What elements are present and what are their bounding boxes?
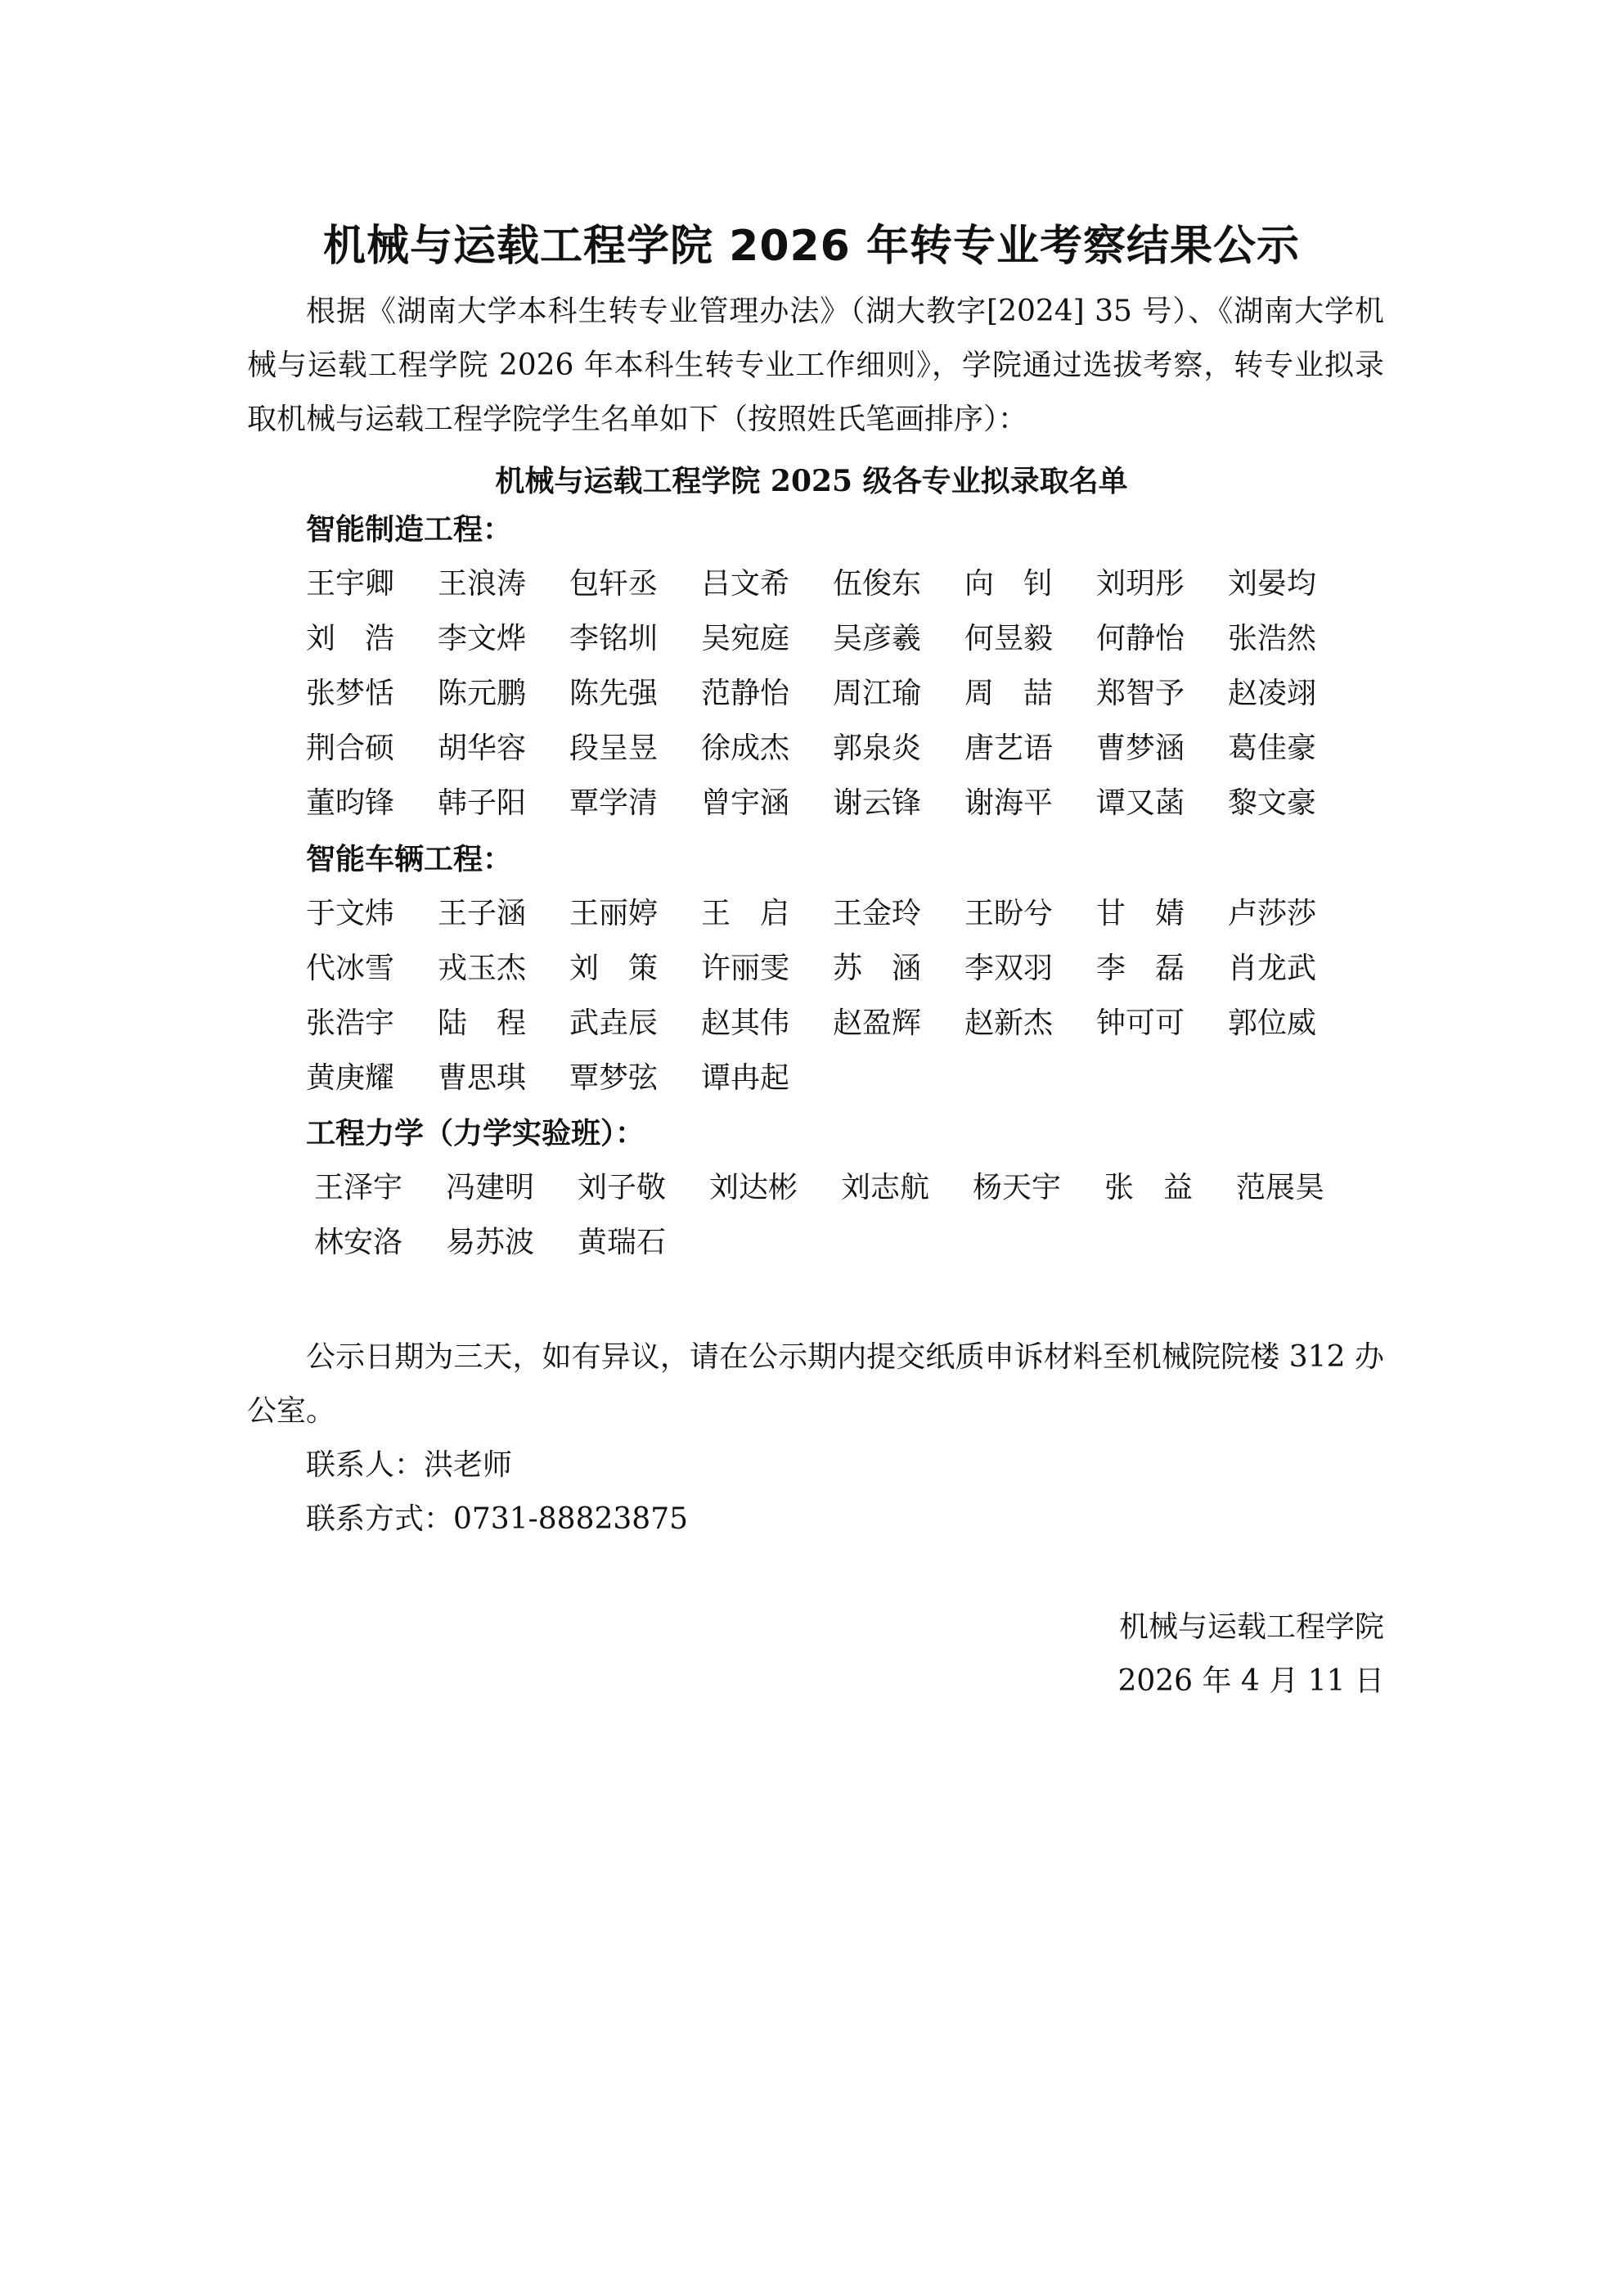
student-name: 许丽雯 [701,952,790,985]
signature-date: 2026 年 4 月 11 日 [1117,1664,1384,1698]
student-name: 吴彦羲 [833,622,922,655]
student-name: 肖龙武 [1228,952,1317,985]
student-name: 卢莎莎 [1228,897,1317,930]
student-name: 唐艺语 [964,732,1054,765]
student-name: 包轩丞 [569,567,659,601]
student-name: 王丽婷 [569,897,659,930]
student-name: 徐成杰 [701,732,790,765]
student-name: 王泽宇 [314,1171,403,1204]
student-name: 张浩宇 [306,1006,395,1040]
student-name: 陈先强 [569,677,659,710]
student-name: 向 钊 [964,567,1054,601]
section-heading: 智能制造工程： [306,512,513,547]
student-name: 范静怡 [701,677,790,710]
student-name: 刘 策 [569,952,659,985]
student-name: 郑智予 [1096,677,1185,710]
student-name: 谭冉起 [701,1061,790,1095]
student-name: 王金玲 [833,897,922,930]
section-intelligent-manufacturing [306,502,1451,831]
student-name: 胡华容 [438,732,527,765]
student-name: 王盼兮 [964,897,1054,930]
student-name: 刘 浩 [306,622,395,655]
student-name: 陈元鹏 [438,677,527,710]
student-name: 韩子阳 [438,786,527,820]
student-name: 黄瑞石 [578,1226,667,1259]
student-name: 曹思琪 [438,1061,527,1095]
student-name: 赵新杰 [964,1006,1054,1040]
student-name: 李双羽 [964,952,1054,985]
student-name: 曾宇涵 [701,786,790,820]
student-name: 周 喆 [964,677,1054,710]
student-name: 郭泉炎 [833,732,922,765]
student-name: 赵凌翊 [1228,677,1317,710]
student-name: 张梦恬 [306,677,395,710]
student-name: 覃梦弦 [569,1061,659,1095]
name-grid [306,556,1451,831]
student-name: 赵盈辉 [833,1006,922,1040]
name-grid [306,886,1451,1105]
student-name: 谢云锋 [833,786,922,820]
student-name: 武垚辰 [569,1006,659,1040]
student-name: 陆 程 [438,1006,527,1040]
student-name: 李铭圳 [569,622,659,655]
student-name: 王浪涛 [438,567,527,601]
student-name: 周江瑜 [833,677,922,710]
contact-phone: 联系方式：0731-88823875 [306,1502,689,1536]
name-grid [314,1160,1451,1270]
student-name: 刘志航 [841,1171,930,1204]
student-name: 张浩然 [1228,622,1317,655]
student-name: 伍俊东 [833,567,922,601]
section-heading: 工程力学（力学实验班）： [306,1116,645,1150]
section-intelligent-vehicle [306,832,1451,1105]
student-name: 郭位威 [1228,1006,1317,1040]
student-name: 荆合硕 [306,732,395,765]
student-name: 王 启 [701,897,790,930]
student-name: 刘达彬 [709,1171,798,1204]
student-name: 代冰雪 [306,952,395,985]
student-name: 苏 涵 [833,952,922,985]
student-name: 戎玉杰 [438,952,527,985]
signature-organization: 机械与运载工程学院 [1118,1610,1384,1644]
student-name: 王宇卿 [306,567,395,601]
student-name: 吕文希 [701,567,790,601]
student-name: 谭又菡 [1096,786,1185,820]
section-engineering-mechanics [306,1106,1451,1270]
notice-paragraph: 公示日期为三天，如有异议，请在公示期内提交纸质申诉材料至机械院院楼 312 办公室。 [247,1340,1384,1428]
student-name: 何静怡 [1096,622,1185,655]
student-name: 杨天宇 [973,1171,1062,1204]
student-name: 谢海平 [964,786,1054,820]
student-name: 冯建明 [446,1171,535,1204]
student-name: 黎文豪 [1228,786,1317,820]
student-name: 董昀锋 [306,786,395,820]
student-name: 黄庚耀 [306,1061,395,1095]
student-name: 钟可可 [1096,1006,1185,1040]
section-heading: 智能车辆工程： [306,842,513,876]
student-name: 刘晏均 [1228,567,1317,601]
student-name: 葛佳豪 [1228,732,1317,765]
student-name: 吴宛庭 [701,622,790,655]
student-name: 易苏波 [446,1226,535,1259]
student-name: 刘玥彤 [1096,567,1185,601]
list-subtitle: 机械与运载工程学院 2025 级各专业拟录取名单 [495,464,1128,498]
student-name: 于文炜 [306,897,395,930]
page-title: 机械与运载工程学院 2026 年转专业考察结果公示 [323,222,1300,271]
student-name: 范展昊 [1236,1171,1325,1204]
student-name: 张 益 [1104,1171,1194,1204]
student-name: 李 磊 [1096,952,1185,985]
student-name: 甘 婧 [1096,897,1185,930]
student-name: 段呈昱 [569,732,659,765]
student-name: 王子涵 [438,897,527,930]
student-name: 刘子敬 [578,1171,667,1204]
student-name: 曹梦涵 [1096,732,1185,765]
student-name: 李文烨 [438,622,527,655]
student-name: 赵其伟 [701,1006,790,1040]
contact-person: 联系人：洪老师 [306,1448,513,1482]
intro-paragraph: 根据《湖南大学本科生转专业管理办法》（湖大教字[2024] 35 号）、《湖南大学机械与运载工程学院 2026 年本科生转专业工作细则》，学院通过选拔考察，转专业拟录取机械与运载工程学院学生名单如下（按照姓氏笔画排序）： [247,295,1384,436]
student-name: 覃学清 [569,786,659,820]
student-name: 何昱毅 [964,622,1054,655]
student-name: 林安洛 [314,1226,403,1259]
